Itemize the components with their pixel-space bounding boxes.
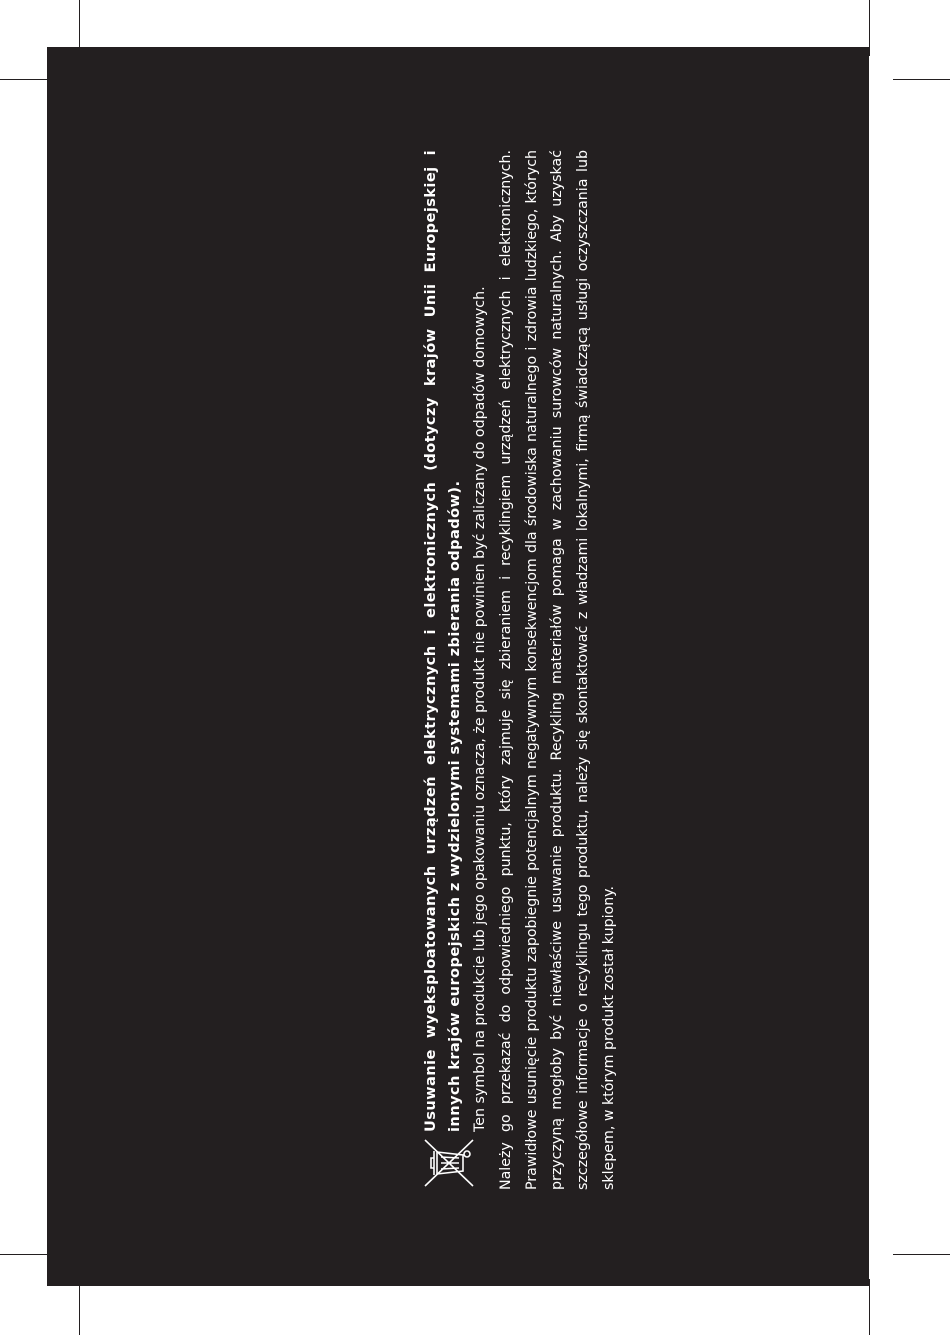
weee-notice bbox=[419, 150, 619, 1190]
dark-panel bbox=[47, 47, 869, 1286]
crop-mark-bottom-left-v bbox=[79, 1279, 80, 1335]
crop-mark-top-right-v bbox=[869, 0, 870, 56]
notice-body: Należy go przekazać do odpowiedniego punktu, który zajmuje się zbieraniem i recyklingiem urządzeń elektrycznych i elektronicznych. Prawidłowe usunięcie produktu zapobiegnie potencjalnym negatywnym konsekwencjom dla środowiska naturalnego i zdrowia ludzkiego, których przyczyną mogłoby być niewłaściwe usuwanie produktu. Recykling materiałów pomaga w zachowaniu surowców naturalnych. Aby uzyskać szczegółowe informacje o recyklingu tego produktu, należy się skontaktować z władzami lokalnymi, firmą świadczącą usługi oczyszczania lub sklepem, w którym produkt został kupiony. bbox=[497, 150, 617, 1190]
notice-title: Usuwanie wyeksploatowanych urządzeń elektrycznych i elektronicznych (dotyczy krajów Unii Europejskiej i innych krajów europejskich z wydzielonymi systemami zbierania odpadów). bbox=[422, 150, 463, 1132]
notice-header bbox=[419, 150, 494, 1190]
crop-mark-bottom-right-h bbox=[893, 1254, 950, 1255]
notice-intro: Ten symbol na produkcie lub jego opakowaniu oznacza, że produkt nie powinien być zaliczany do odpadów domowych. bbox=[472, 286, 488, 1132]
crop-mark-top-right-h bbox=[893, 79, 950, 80]
crossed-out-wheelie-bin-icon bbox=[421, 1136, 477, 1190]
crop-mark-bottom-right-v bbox=[869, 1279, 870, 1335]
